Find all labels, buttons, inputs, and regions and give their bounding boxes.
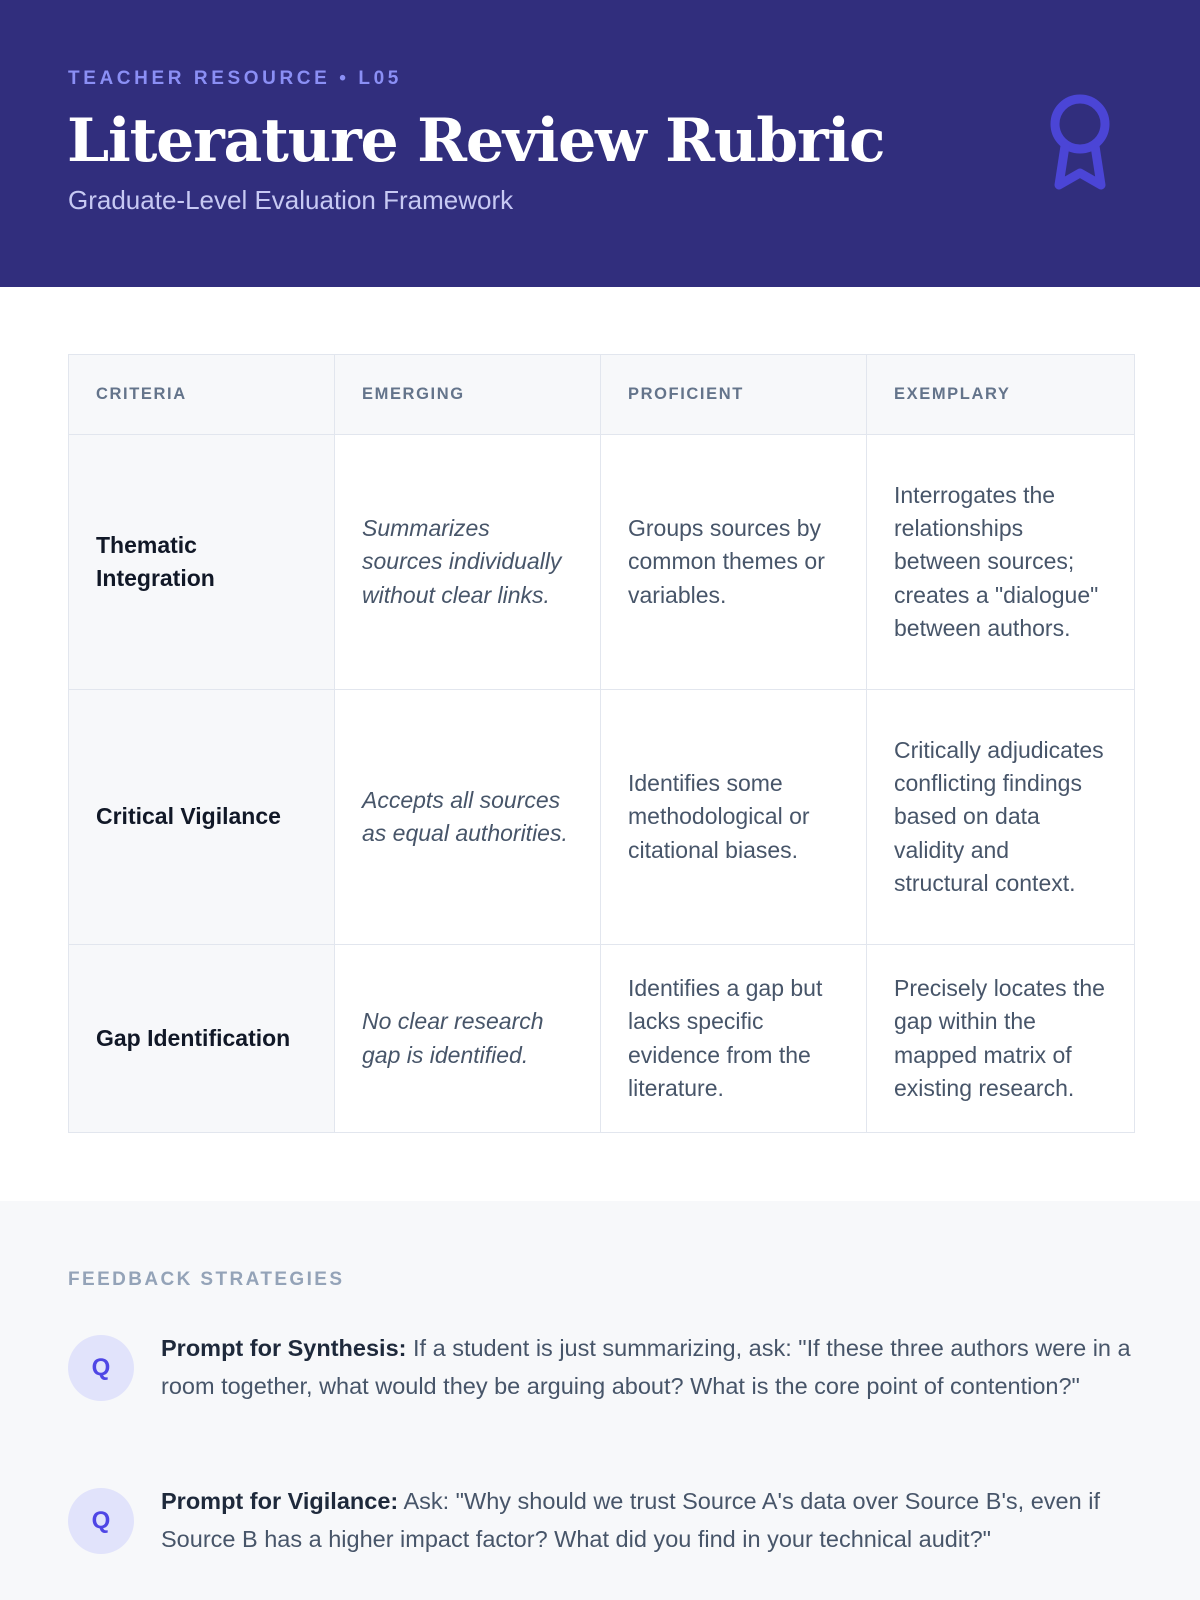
feedback-body: Ask: "Why should we trust Source A's data over Source B's, even if Source B has a higher impact factor? What did you find in your technical audit?" [161,1488,1100,1553]
resource-eyebrow: TEACHER RESOURCE • L05 [68,68,402,89]
emerging-cell: No clear research gap is identified. [335,945,601,1133]
feedback-heading: FEEDBACK STRATEGIES [68,1269,345,1290]
exemplary-cell: Interrogates the relationships between sources; creates a "dialogue" between authors. [867,435,1135,690]
page-subtitle: Graduate-Level Evaluation Framework [68,185,514,215]
criteria-cell: Critical Vigilance [69,690,335,945]
column-header-criteria: CRITERIA [69,355,335,435]
table-row [69,435,1135,690]
rubric-table [68,354,1135,1133]
exemplary-cell: Precisely locates the gap within the mapped matrix of existing research. [867,945,1135,1133]
page-header [0,0,1200,287]
proficient-cell: Groups sources by common themes or variables. [601,435,867,690]
proficient-cell: Identifies a gap but lacks specific evidence from the literature. [601,945,867,1133]
rubric-header-row [69,355,1135,435]
table-row [69,690,1135,945]
table-row [69,945,1135,1133]
column-header-emerging: EMERGING [335,355,601,435]
feedback-text [161,1482,1141,1559]
award-ribbon-icon [1046,94,1114,194]
emerging-cell: Accepts all sources as equal authorities. [335,690,601,945]
criteria-cell: Thematic Integration [69,435,335,690]
question-badge: Q [68,1488,134,1554]
column-header-exemplary: EXEMPLARY [867,355,1135,435]
criteria-cell: Gap Identification [69,945,335,1133]
proficient-cell: Identifies some methodological or citational biases. [601,690,867,945]
page-title: Literature Review Rubric [67,106,885,176]
feedback-section [0,1201,1200,1600]
feedback-label: Prompt for Synthesis: [161,1335,407,1361]
feedback-text [161,1329,1141,1406]
exemplary-cell: Critically adjudicates conflicting findings based on data validity and structural context. [867,690,1135,945]
question-badge: Q [68,1335,134,1401]
emerging-cell: Summarizes sources individually without clear links. [335,435,601,690]
feedback-body: If a student is just summarizing, ask: "If these three authors were in a room together, what would they be arguing about? What is the core point of contention?" [161,1335,1131,1400]
feedback-label: Prompt for Vigilance: [161,1488,399,1514]
column-header-proficient: PROFICIENT [601,355,867,435]
